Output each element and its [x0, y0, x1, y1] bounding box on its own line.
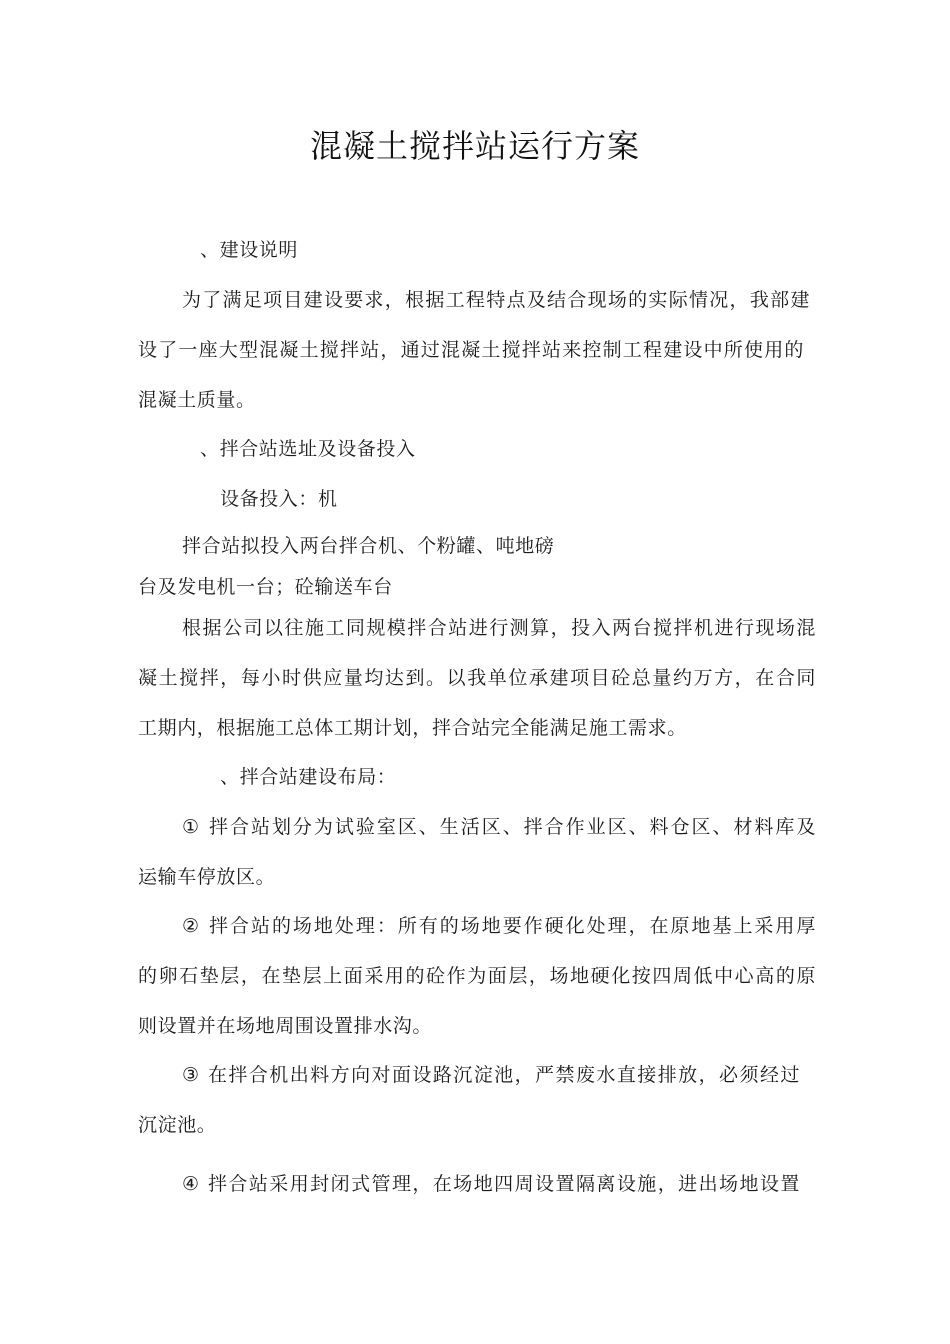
paragraph-line: 设了一座大型混凝土搅拌站，通过混凝土搅拌站来控制工程建设中所使用的 [138, 339, 804, 361]
page-title: 混凝土搅拌站运行方案 [309, 127, 640, 165]
paragraph-line: 为了满足项目建设要求，根据工程特点及结合现场的实际情况，我部建 [182, 289, 810, 311]
paragraph-line: 设备投入：机 [220, 488, 338, 510]
paragraph-line: 根据公司以往施工同规模拌合站进行测算，投入两台搅拌机进行现场混 [182, 617, 816, 639]
paragraph-line: 凝土搅拌，每小时供应量均达到。以我单位承建项目砼总量约万方，在合同 [138, 667, 816, 689]
list-item-line: 则设置并在场地周围设置排水沟。 [138, 1015, 433, 1037]
list-item-line: 沉淀池。 [138, 1114, 217, 1136]
paragraph-line: 混凝土质量。 [138, 389, 256, 411]
paragraph-line: 拌合站拟投入两台拌合机、个粉罐、吨地磅 [182, 535, 555, 557]
section-heading-site-selection: 、拌合站选址及设备投入 [200, 438, 416, 460]
paragraph-line: 台及发电机一台；砼输送车台 [138, 576, 393, 598]
list-item-line: ③ 在拌合机出料方向对面设路沉淀池，严禁废水直接排放，必须经过 [182, 1064, 800, 1086]
list-item-line: ④ 拌合站采用封闭式管理，在场地四周设置隔离设施，进出场地设置 [182, 1173, 800, 1195]
section-heading-layout: 、拌合站建设布局： [220, 766, 397, 788]
section-heading-construction-description: 、建设说明 [200, 239, 299, 261]
list-item-line: 的卵石垫层，在垫层上面采用的砼作为面层，场地硬化按四周低中心高的原 [138, 965, 816, 987]
list-item-line: 运输车停放区。 [138, 866, 276, 888]
list-item-line: ② 拌合站的场地处理：所有的场地要作硬化处理，在原地基上采用厚 [182, 915, 816, 937]
paragraph-line: 工期内，根据施工总体工期计划，拌合站完全能满足施工需求。 [138, 717, 687, 739]
list-item-line: ① 拌合站划分为试验室区、生活区、拌合作业区、料仓区、材料库及 [182, 816, 816, 838]
